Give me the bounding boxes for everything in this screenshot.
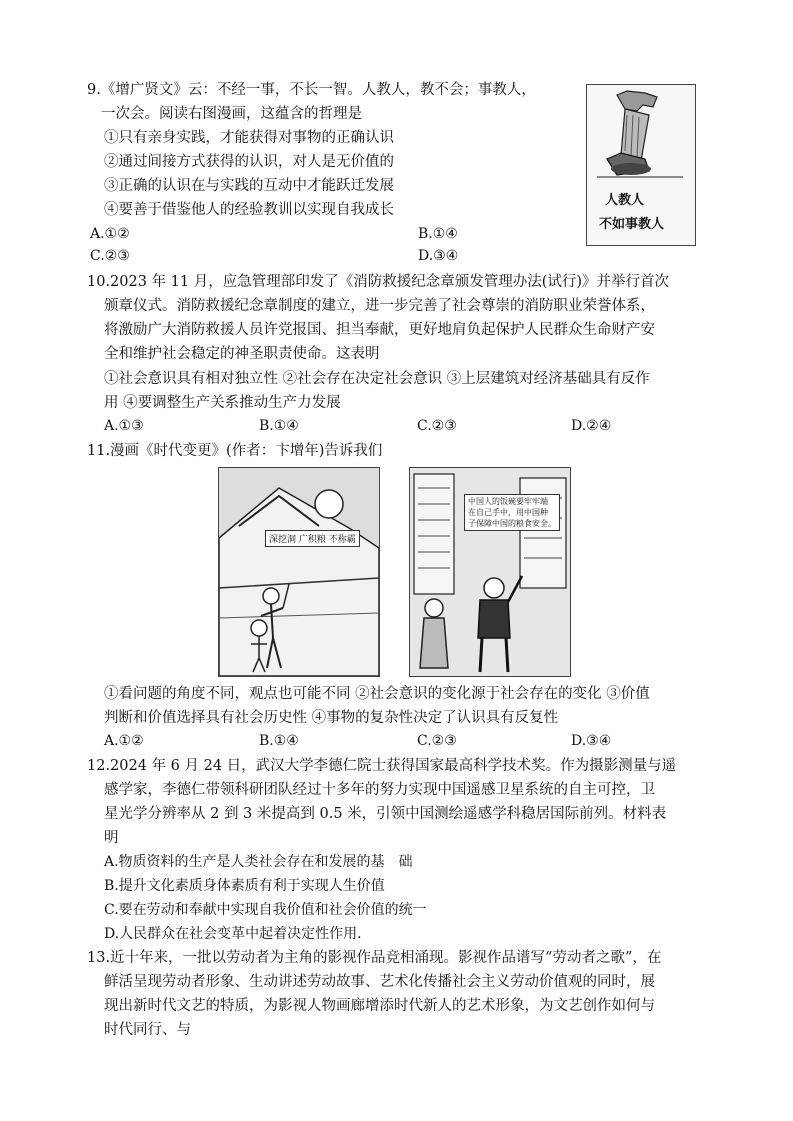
q11-stem: 11.漫画《时代变更》(作者：卞增年)告诉我们 [87,443,383,459]
q11-option-c: C.②③ [417,733,457,749]
q9-option-a: A.①② [90,226,130,242]
q12-stem-line-3: 星光学分辨率从 2 到 3 米提高到 0.5 米，引领中国测绘遥感学科稳居国际前列。材料表 [104,806,667,822]
q11-option-a: A.①② [104,733,144,749]
q10-stem-line-2: 颁章仪式。消防救援纪念章制度的建立，进一步完善了社会尊崇的消防职业荣誉体系， [104,298,655,314]
q12-option-c: C.要在劳动和奉献中实现自我价值和社会价值的统一 [104,902,427,918]
q9-cartoon-caption-2: 不如事教人 [599,217,665,232]
q12-stem-line-1: 12.2024 年 6 月 24 日，武汉大学李德仁院士获得国家最高科学技术奖。作为摄影测量与遥 [87,758,677,774]
q10-stem-line-4: 全和维护社会稳定的神圣职责使命。这表明 [104,346,380,362]
q11-left-sign: 深挖洞 广积粮 不称霸 [265,530,360,547]
q9-cartoon-caption-1: 人教人 [605,193,645,208]
q11-right-sign-line-2: 在自己手中，用中国种 [468,508,548,517]
q10-statements-line-1: ①社会意识具有相对独立性 ②社会存在决定社会意识 ③上层建筑对经济基础具有反作 [104,371,650,387]
q10-stem-line-1: 10.2023 年 11 月，应急管理部印发了《消防救援纪念章颁发管理办法(试行)》并举行首次 [87,274,670,290]
q11-cartoon-left-drawing [219,468,379,676]
q12-option-a: A.物质资料的生产是人类社会存在和发展的基 础 [104,854,413,870]
q11-right-sign-line-3: 子保障中国的粮食安全。 [468,519,556,528]
q9-statement-2: ②通过间接方式获得的认识，对人是无价值的 [104,154,394,170]
q12-stem-line-2: 感学家，李德仁带领科研团队经过十多年的努力实现中国遥感卫星系统的自主可控，卫 [104,782,655,798]
q12-stem-line-4: 明 [104,830,119,846]
q10-option-d: D.②④ [571,418,612,434]
q10-stem-line-3: 将激励广大消防救援人员许党报国、担当奉献，更好地肩负起保护人民群众生命财产安 [104,322,655,338]
q9-option-c: C.②③ [90,248,130,264]
q12-option-d: D.人民群众在社会变革中起着决定性作用. [104,926,362,942]
q9-statement-1: ①只有亲身实践，才能获得对事物的正确认识 [104,130,394,146]
q13-stem-line-1: 13.近十年来，一批以劳动者为主角的影视作品竞相涌现。影视作品谱写“劳动者之歌”，在 [87,950,662,966]
q9-statement-3: ③正确的认识在与实践的互动中才能跃迁发展 [104,178,394,194]
q10-option-c: C.②③ [417,418,457,434]
q9-cartoon [586,84,696,246]
q10-option-b: B.①④ [259,418,299,434]
q11-right-sign-line-1: 中国人的饭碗要牢牢端 [468,497,548,506]
q13-stem-line-4: 时代同行、与 [104,1022,191,1038]
q9-statement-4: ④要善于借鉴他人的经验教训以实现自我成长 [104,202,394,218]
q11-statements-line-1: ①看问题的角度不同，观点也可能不同 ②社会意识的变化源于社会存在的变化 ③价值 [104,686,650,702]
q9-option-d: D.③④ [418,248,459,264]
q13-stem-line-3: 现出新时代文艺的特质，为影视人物画廊增添时代新人的艺术形象，为文艺创作如何与 [104,998,655,1014]
q12-option-b: B.提升文化素质身体素质有利于实现人生价值 [104,878,385,894]
q13-stem-line-2: 鲜活呈现劳动者形象、生动讲述劳动故事、艺术化传播社会主义劳动价值观的同时，展 [104,974,655,990]
q11-statements-line-2: 判断和价值选择具有社会历史性 ④事物的复杂性决定了认识具有反复性 [104,710,559,726]
q11-option-d: D.③④ [571,733,612,749]
q10-option-a: A.①③ [104,418,144,434]
q11-right-sign [464,494,560,531]
q10-statements-line-2: 用 ④要调整生产关系推动生产力发展 [104,395,341,411]
q9-stem-line-2: 一次会。阅读右图漫画，这蕴含的哲理是 [101,106,362,122]
q11-cartoon-right [409,467,571,677]
q9-stem-line-1: 9.《增广贤文》云：不经一事，不长一智。人教人，教不会；事教人， [87,82,536,98]
q9-option-b: B.①④ [418,226,458,242]
q11-cartoon-left [218,467,380,677]
q11-option-b: B.①④ [259,733,299,749]
